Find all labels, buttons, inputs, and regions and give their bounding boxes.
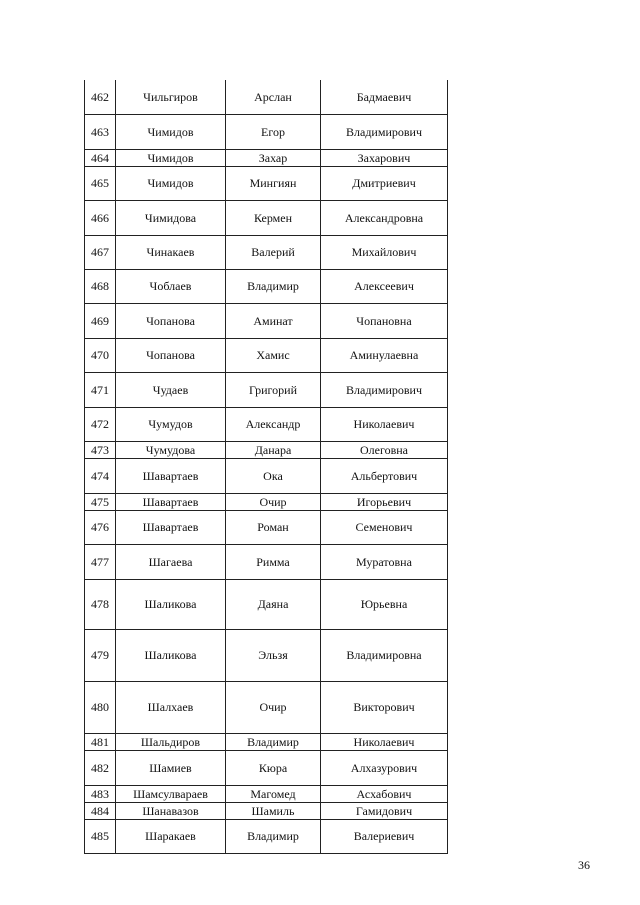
names-table [84,80,448,854]
table-row [85,733,448,750]
row-number-cell: 465 [85,166,116,200]
table-row [85,269,448,303]
table-row [85,681,448,733]
first-name-cell: Григорий [226,372,321,407]
row-number-cell: 479 [85,629,116,681]
table-row [85,510,448,544]
patronymic-cell: Захарович [321,149,448,166]
patronymic-cell: Муратовна [321,544,448,579]
first-name-cell: Александр [226,407,321,441]
table-row [85,303,448,338]
patronymic-cell: Бадмаевич [321,80,448,114]
patronymic-cell: Алексеевич [321,269,448,303]
table-row [85,750,448,785]
first-name-cell: Шамиль [226,802,321,819]
patronymic-cell: Владимирович [321,114,448,149]
row-number-cell: 471 [85,372,116,407]
row-number-cell: 474 [85,458,116,493]
table-row [85,785,448,802]
table-row [85,149,448,166]
table-row [85,166,448,200]
patronymic-cell: Гамидович [321,802,448,819]
last-name-cell: Шавартаев [116,510,226,544]
row-number-cell: 467 [85,235,116,269]
patronymic-cell: Александровна [321,200,448,235]
patronymic-cell: Алхазурович [321,750,448,785]
table-row [85,458,448,493]
last-name-cell: Чинакаев [116,235,226,269]
patronymic-cell: Владимировна [321,629,448,681]
table-row [85,544,448,579]
row-number-cell: 472 [85,407,116,441]
patronymic-cell: Чопановна [321,303,448,338]
row-number-cell: 482 [85,750,116,785]
first-name-cell: Эльзя [226,629,321,681]
table-row [85,802,448,819]
table-row [85,819,448,853]
first-name-cell: Арслан [226,80,321,114]
first-name-cell: Данара [226,441,321,458]
patronymic-cell: Асхабович [321,785,448,802]
patronymic-cell: Юрьевна [321,579,448,629]
names-table-body [85,80,448,853]
last-name-cell: Шалхаев [116,681,226,733]
first-name-cell: Владимир [226,733,321,750]
row-number-cell: 483 [85,785,116,802]
row-number-cell: 478 [85,579,116,629]
last-name-cell: Чудаев [116,372,226,407]
last-name-cell: Чимидов [116,149,226,166]
last-name-cell: Чопанова [116,338,226,372]
first-name-cell: Кюра [226,750,321,785]
table-row [85,629,448,681]
row-number-cell: 466 [85,200,116,235]
last-name-cell: Чимидов [116,114,226,149]
first-name-cell: Кермен [226,200,321,235]
last-name-cell: Чоблаев [116,269,226,303]
patronymic-cell: Николаевич [321,733,448,750]
patronymic-cell: Аминулаевна [321,338,448,372]
patronymic-cell: Олеговна [321,441,448,458]
table-row [85,493,448,510]
first-name-cell: Роман [226,510,321,544]
last-name-cell: Чимидова [116,200,226,235]
last-name-cell: Чильгиров [116,80,226,114]
row-number-cell: 463 [85,114,116,149]
last-name-cell: Шавартаев [116,458,226,493]
row-number-cell: 484 [85,802,116,819]
last-name-cell: Шагаева [116,544,226,579]
row-number-cell: 480 [85,681,116,733]
row-number-cell: 475 [85,493,116,510]
first-name-cell: Даяна [226,579,321,629]
row-number-cell: 481 [85,733,116,750]
first-name-cell: Римма [226,544,321,579]
first-name-cell: Егор [226,114,321,149]
table-row [85,441,448,458]
first-name-cell: Хамис [226,338,321,372]
page-number: 36 [578,858,590,872]
first-name-cell: Мингиян [226,166,321,200]
row-number-cell: 470 [85,338,116,372]
first-name-cell: Магомед [226,785,321,802]
first-name-cell: Очир [226,493,321,510]
last-name-cell: Шаликова [116,629,226,681]
patronymic-cell: Валериевич [321,819,448,853]
row-number-cell: 485 [85,819,116,853]
patronymic-cell: Альбертович [321,458,448,493]
table-row [85,407,448,441]
patronymic-cell: Михайлович [321,235,448,269]
last-name-cell: Чумудов [116,407,226,441]
first-name-cell: Захар [226,149,321,166]
last-name-cell: Чопанова [116,303,226,338]
patronymic-cell: Николаевич [321,407,448,441]
first-name-cell: Ока [226,458,321,493]
table-row [85,372,448,407]
patronymic-cell: Дмитриевич [321,166,448,200]
last-name-cell: Шанавазов [116,802,226,819]
patronymic-cell: Семенович [321,510,448,544]
first-name-cell: Валерий [226,235,321,269]
table-row [85,200,448,235]
patronymic-cell: Игорьевич [321,493,448,510]
row-number-cell: 476 [85,510,116,544]
row-number-cell: 473 [85,441,116,458]
last-name-cell: Чумудова [116,441,226,458]
row-number-cell: 462 [85,80,116,114]
first-name-cell: Очир [226,681,321,733]
row-number-cell: 464 [85,149,116,166]
table-row [85,114,448,149]
table-row [85,235,448,269]
last-name-cell: Шамиев [116,750,226,785]
row-number-cell: 468 [85,269,116,303]
last-name-cell: Чимидов [116,166,226,200]
last-name-cell: Шаракаев [116,819,226,853]
first-name-cell: Владимир [226,269,321,303]
table-row [85,579,448,629]
row-number-cell: 469 [85,303,116,338]
patronymic-cell: Владимирович [321,372,448,407]
patronymic-cell: Викторович [321,681,448,733]
last-name-cell: Шамсулвараев [116,785,226,802]
last-name-cell: Шальдиров [116,733,226,750]
last-name-cell: Шаликова [116,579,226,629]
table-row [85,80,448,114]
last-name-cell: Шавартаев [116,493,226,510]
first-name-cell: Аминат [226,303,321,338]
first-name-cell: Владимир [226,819,321,853]
table-row [85,338,448,372]
row-number-cell: 477 [85,544,116,579]
